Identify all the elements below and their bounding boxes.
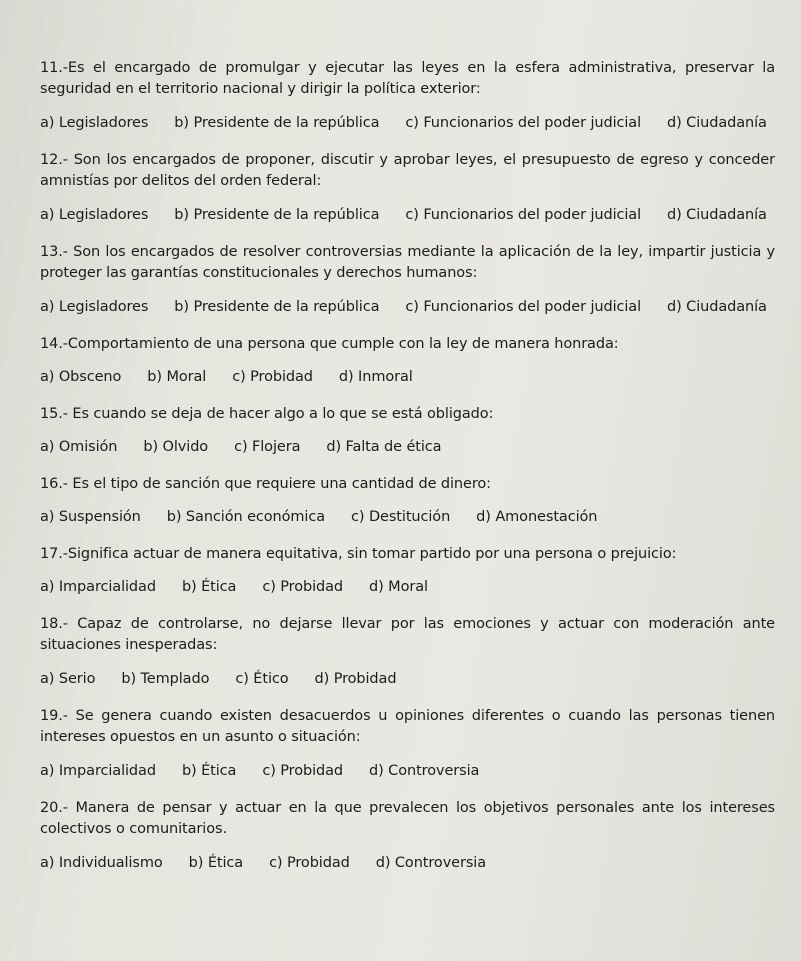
option-d: d) Controversia bbox=[369, 763, 480, 779]
question-sheet bbox=[40, 58, 775, 871]
answer-options bbox=[40, 671, 775, 687]
option-b: b) Moral bbox=[147, 369, 207, 385]
option-b: b) Presidente de la república bbox=[174, 299, 380, 315]
question-stem: 19.- Se genera cuando existen desacuerdos u opiniones diferentes o cuando las personas tienen intereses opuestos en un asunto o situación: bbox=[40, 708, 775, 745]
option-c: c) Probidad bbox=[269, 855, 350, 871]
option-a: a) Legisladores bbox=[40, 115, 149, 131]
option-d: d) Amonestación bbox=[476, 509, 598, 525]
option-b: b) Presidente de la república bbox=[174, 207, 380, 223]
option-a: a) Legisladores bbox=[40, 207, 149, 223]
question-17 bbox=[40, 544, 775, 595]
option-d: d) Falta de ética bbox=[326, 439, 442, 455]
answer-options bbox=[40, 369, 775, 385]
option-d: d) Ciudadanía bbox=[667, 115, 767, 131]
question-14 bbox=[40, 334, 775, 385]
option-a: a) Omisión bbox=[40, 439, 118, 455]
option-b: b) Olvido bbox=[143, 439, 209, 455]
option-c: c) Funcionarios del poder judicial bbox=[405, 207, 642, 223]
answer-options bbox=[40, 439, 775, 455]
question-11 bbox=[40, 58, 775, 131]
option-c: c) Probidad bbox=[262, 579, 344, 595]
option-c: c) Funcionarios del poder judicial bbox=[405, 299, 642, 315]
question-stem: 20.- Manera de pensar y actuar en la que prevalecen los objetivos personales ante los intereses colectivos o comunitarios. bbox=[40, 800, 775, 837]
question-stem: 13.- Son los encargados de resolver controversias mediante la aplicación de la ley, impartir justicia y proteger las garantías constitucionales y derechos humanos: bbox=[40, 244, 775, 281]
answer-options bbox=[40, 207, 775, 223]
option-a: a) Serio bbox=[40, 671, 96, 687]
question-stem: 14.-Comportamiento de una persona que cumple con la ley de manera honrada: bbox=[40, 336, 619, 352]
question-stem: 11.-Es el encargado de promulgar y ejecutar las leyes en la esfera administrativa, preservar la seguridad en el territorio nacional y dirigir la política exterior: bbox=[40, 60, 775, 97]
question-stem: 16.- Es el tipo de sanción que requiere una cantidad de dinero: bbox=[40, 476, 491, 492]
option-d: d) Controversia bbox=[375, 855, 487, 871]
question-stem: 18.- Capaz de controlarse, no dejarse llevar por las emociones y actuar con moderación ante situaciones inesperadas: bbox=[40, 616, 775, 653]
answer-options bbox=[40, 509, 775, 525]
option-b: b) Sanción económica bbox=[166, 509, 326, 525]
option-d: d) Probidad bbox=[314, 671, 397, 687]
answer-options bbox=[40, 299, 775, 315]
answer-options bbox=[40, 115, 775, 131]
question-12 bbox=[40, 150, 775, 223]
option-b: b) Ética bbox=[181, 763, 237, 779]
option-a: a) Imparcialidad bbox=[40, 763, 156, 779]
option-a: a) Suspensión bbox=[40, 509, 141, 525]
option-c: c) Flojera bbox=[234, 439, 301, 455]
question-15 bbox=[40, 404, 775, 455]
question-16 bbox=[40, 474, 775, 525]
answer-options bbox=[40, 763, 775, 779]
option-c: c) Destitución bbox=[351, 509, 451, 525]
question-13 bbox=[40, 242, 775, 315]
question-stem: 12.- Son los encargados de proponer, discutir y aprobar leyes, el presupuesto de egreso y conceder amnistías por delitos del orden federal: bbox=[40, 152, 775, 189]
option-a: a) Obsceno bbox=[40, 369, 122, 385]
question-stem: 15.- Es cuando se deja de hacer algo a lo que se está obligado: bbox=[40, 406, 494, 422]
option-d: d) Ciudadanía bbox=[667, 207, 767, 223]
answer-options bbox=[40, 579, 775, 595]
option-a: a) Legisladores bbox=[40, 299, 149, 315]
option-a: a) Imparcialidad bbox=[40, 579, 156, 595]
option-a: a) Individualismo bbox=[40, 855, 163, 871]
option-c: c) Funcionarios del poder judicial bbox=[405, 115, 642, 131]
option-d: d) Moral bbox=[369, 579, 428, 595]
option-b: b) Presidente de la república bbox=[174, 115, 380, 131]
question-stem: 17.-Significa actuar de manera equitativa, sin tomar partido por una persona o prejuicio: bbox=[40, 546, 677, 562]
option-d: d) Inmoral bbox=[338, 369, 413, 385]
option-c: c) Ético bbox=[235, 671, 289, 687]
option-b: b) Ética bbox=[188, 855, 244, 871]
option-c: c) Probidad bbox=[262, 763, 344, 779]
option-b: b) Ética bbox=[181, 579, 237, 595]
answer-options bbox=[40, 855, 775, 871]
question-18 bbox=[40, 614, 775, 687]
question-19 bbox=[40, 706, 775, 779]
option-b: b) Templado bbox=[121, 671, 210, 687]
option-c: c) Probidad bbox=[232, 369, 313, 385]
option-d: d) Ciudadanía bbox=[667, 299, 767, 315]
question-20 bbox=[40, 798, 775, 871]
